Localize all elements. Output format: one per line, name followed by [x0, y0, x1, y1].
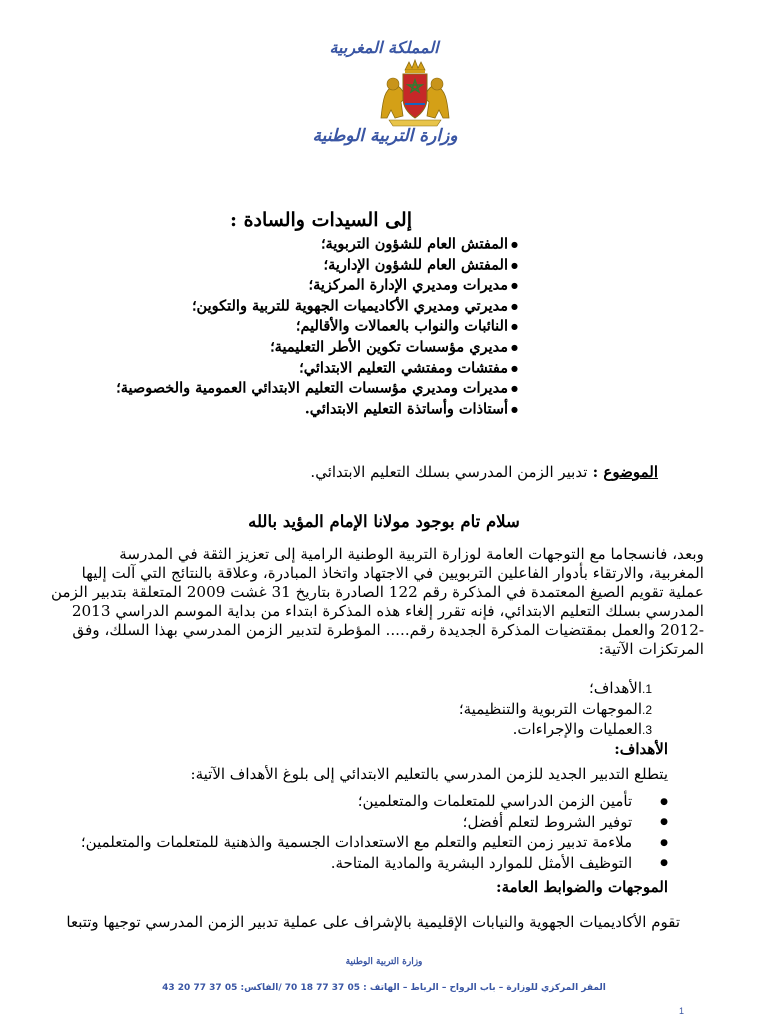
directives-heading: الموجهات والضوابط العامة: [496, 878, 668, 896]
list-text: العمليات والإجراءات. [512, 720, 642, 738]
list-item: ● تأمين الزمن الدراسي للمتعلمات والمتعلمين؛ [81, 791, 668, 812]
kingdom-title: المملكة المغربية [329, 38, 439, 57]
list-item: ● المفتش العام للشؤون التربوية؛ [116, 234, 518, 255]
footer-address: المقر المركزي للوزارة – باب الرواح – الرباط – الهاتف : 05 37 77 18 70 /الفاكس: 05 37 77 20 43 [162, 983, 606, 993]
list-number: 1. [642, 682, 653, 696]
page-number: 1 [678, 1006, 684, 1016]
paragraph-line: المرتكزات الآتية: [598, 640, 704, 658]
list-item: ● ملاءمة تدبير زمن التعليم والتعلم مع الاستعدادات الجسمية والذهنية للمتعلمات والمتعلمين؛ [81, 832, 668, 853]
list-number: 3. [642, 723, 653, 737]
subject-text: تدبير الزمن المدرسي بسلك التعليم الابتدائي. [310, 463, 588, 481]
subject-line [310, 463, 658, 481]
list-item: ● توفير الشروط لتعلم أفضل؛ [81, 812, 668, 833]
list-item: ● النائبات والنواب بالعمالات والأقاليم؛ [116, 316, 518, 337]
intro-paragraph [50, 545, 704, 659]
list-text: الأهداف؛ [589, 679, 642, 697]
list-text: الموجهات التربوية والتنظيمية؛ [458, 699, 642, 718]
list-item: ● مديرات ومديري مؤسسات التعليم الابتدائي العمومية والخصوصية؛ [116, 378, 518, 399]
list-item: ● مديرتي ومديري الأكاديميات الجهوية للتربية والتكوين؛ [116, 296, 518, 317]
greeting-heading: إلى السيدات والسادة : [229, 209, 412, 231]
footer-ministry: وزارة التربية الوطنية [345, 957, 423, 967]
list-item: ● أستاذات وأساتذة التعليم الابتدائي. [116, 399, 518, 420]
paragraph-line: عملية تقويم الصيغ المعتمدة في المذكرة رقم 122 الصادرة بتاريخ 31 غشت 2009 المتعلقة بتدبير الزمن [50, 583, 704, 601]
goals-intro: يتطلع التدبير الجديد للزمن المدرسي بالتعليم الابتدائي إلى بلوغ الأهداف الآتية: [190, 765, 668, 783]
paragraph-line: المدرسي بسلك التعليم الابتدائي، فإنه تقرر إلغاء هذه المذكرة ابتداء من بداية الموسم الدراسي 2013 [71, 602, 704, 620]
paragraph-line: -2012 والعمل بمقتضيات المذكرة الجديدة رقم..... المؤطرة لتدبير الزمن المدرسي بهذا السلك، وفق [72, 621, 704, 639]
list-item: ● التوظيف الأمثل للموارد البشرية والمادية المتاحة. [81, 853, 668, 874]
directives-text: تقوم الأكاديميات الجهوية والنيابات الإقليمية بالإشراف على عملية تدبير الزمن المدرسي توجيها وتتبعا [66, 913, 680, 931]
list-item: ● مفتشات ومفتشي التعليم الابتدائي؛ [116, 358, 518, 379]
paragraph-line: وبعد، فانسجاما مع التوجهات العامة لوزارة التربية الوطنية الرامية إلى تعزيز الثقة في المدرسة [119, 545, 704, 563]
list-item: ● مديري مؤسسات تكوين الأطر التعليمية؛ [116, 337, 518, 358]
list-item [459, 699, 668, 720]
list-item [459, 719, 668, 740]
axes-list [459, 678, 668, 740]
goals-heading: الأهداف: [614, 740, 668, 758]
list-item [459, 678, 668, 699]
list-item: ● مديرات ومديري الإدارة المركزية؛ [116, 275, 518, 296]
paragraph-line: المغربية، والارتقاء بأدوار الفاعلين التربويين في الاجتهاد واتخاذ المبادرة، وعلاقة بالنتائج التي آلت إليها [81, 564, 704, 582]
goals-list [81, 791, 668, 873]
royal-coat-of-arms-icon [375, 58, 455, 128]
salutation: سلام تام بوجود مولانا الإمام المؤيد بالله [248, 512, 520, 531]
recipients-list [116, 234, 518, 419]
subject-separator: : [587, 463, 604, 481]
list-item: ● المفتش العام للشؤون الإدارية؛ [116, 255, 518, 276]
ministry-title: وزارة التربية الوطنية [312, 126, 458, 146]
list-number: 2. [642, 702, 653, 717]
subject-label: الموضوع [603, 463, 658, 481]
